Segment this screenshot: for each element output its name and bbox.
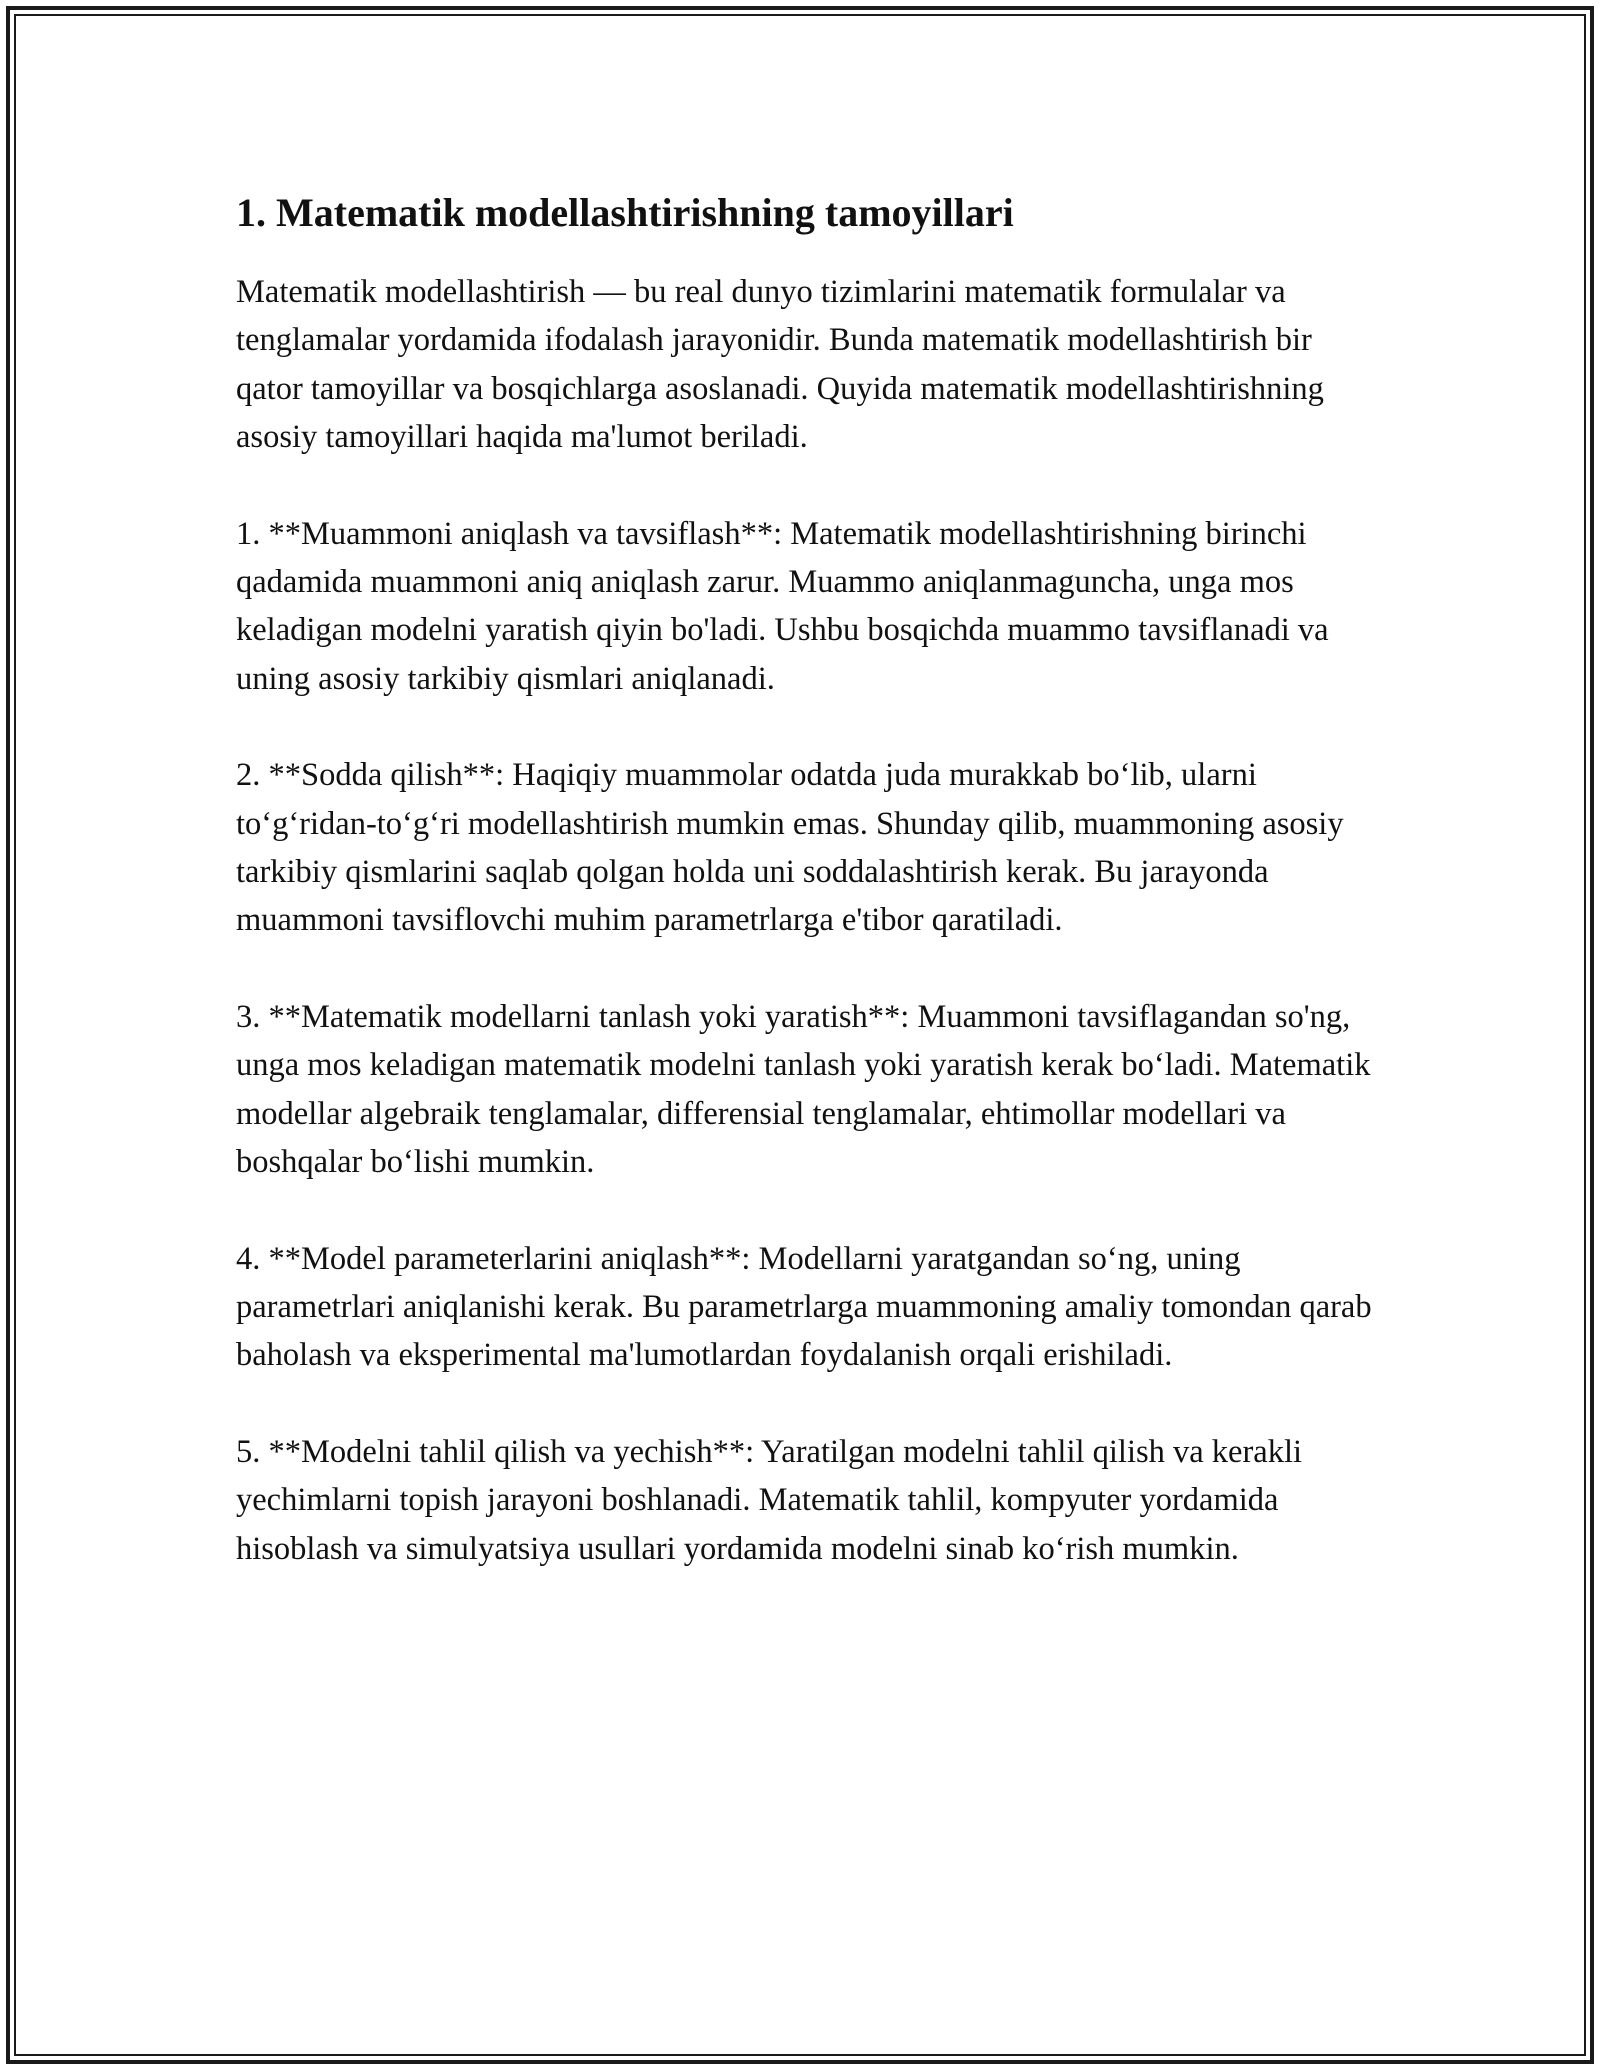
- principle-3-paragraph: 3. **Matematik modellarni tanlash yoki yaratish**: Muammoni tavsiflagandan so'ng, unga mos keladigan matematik modelni tanlash yoki yaratish kerak bo‘ladi. Matematik modellar algebraik tenglamalar, differensial tenglamalar, ehtimollar modellari va boshqalar bo‘lishi mumkin.: [236, 998, 1371, 1181]
- principle-2-paragraph: 2. **Sodda qilish**: Haqiqiy muammolar odatda juda murakkab bo‘lib, ularni to‘g‘ridan-to‘g‘ri modellashtirish mumkin emas. Shunday qilib, muammoning asosiy tarkibiy qismlarini saqlab qolgan holda uni soddalashtirish kerak. Bu jarayonda muammoni tavsiflovchi muhim parametrlarga e'tibor qaratiladi.: [236, 757, 1344, 939]
- principle-1-paragraph: 1. **Muammoni aniqlash va tavsiflash**: Matematik modellashtirishning birinchi qadamida muammoni aniq aniqlash zarur. Muammo aniqlanmaguncha, unga mos keladigan modelni yaratish qiyin bo'ladi. Ushbu bosqichda muammo tavsiflanadi va uning asosiy tarkibiy qismlari aniqlanadi.: [236, 515, 1329, 697]
- principle-4-paragraph: 4. **Model parameterlarini aniqlash**: Modellarni yaratgandan so‘ng, uning parametrlari aniqlanishi kerak. Bu parametrlarga muammoning amaliy tomondan qarab baholash va eksperimental ma'lumotlardan foydalanish orqali erishiladi.: [236, 1240, 1372, 1374]
- intro-paragraph: Matematik modellashtirish — bu real dunyo tizimlarini matematik formulalar va tenglamalar yordamida ifodalash jarayonidir. Bunda matematik modellashtirish bir qator tamoyillar va bosqichlarga asoslanadi. Quyida matematik modellashtirishning asosiy tamoyillari haqida ma'lumot beriladi.: [236, 274, 1324, 456]
- document-body: [236, 186, 1376, 1621]
- principle-5-paragraph: 5. **Modelni tahlil qilish va yechish**: Yaratilgan modelni tahlil qilish va kerakli yechimlarni topish jarayoni boshlanadi. Matematik tahlil, kompyuter yordamida hisoblash va simulyatsiya usullari yordamida modelni sinab ko‘rish mumkin.: [236, 1433, 1303, 1567]
- document-title: 1. Matematik modellashtirishning tamoyillari: [236, 190, 1014, 235]
